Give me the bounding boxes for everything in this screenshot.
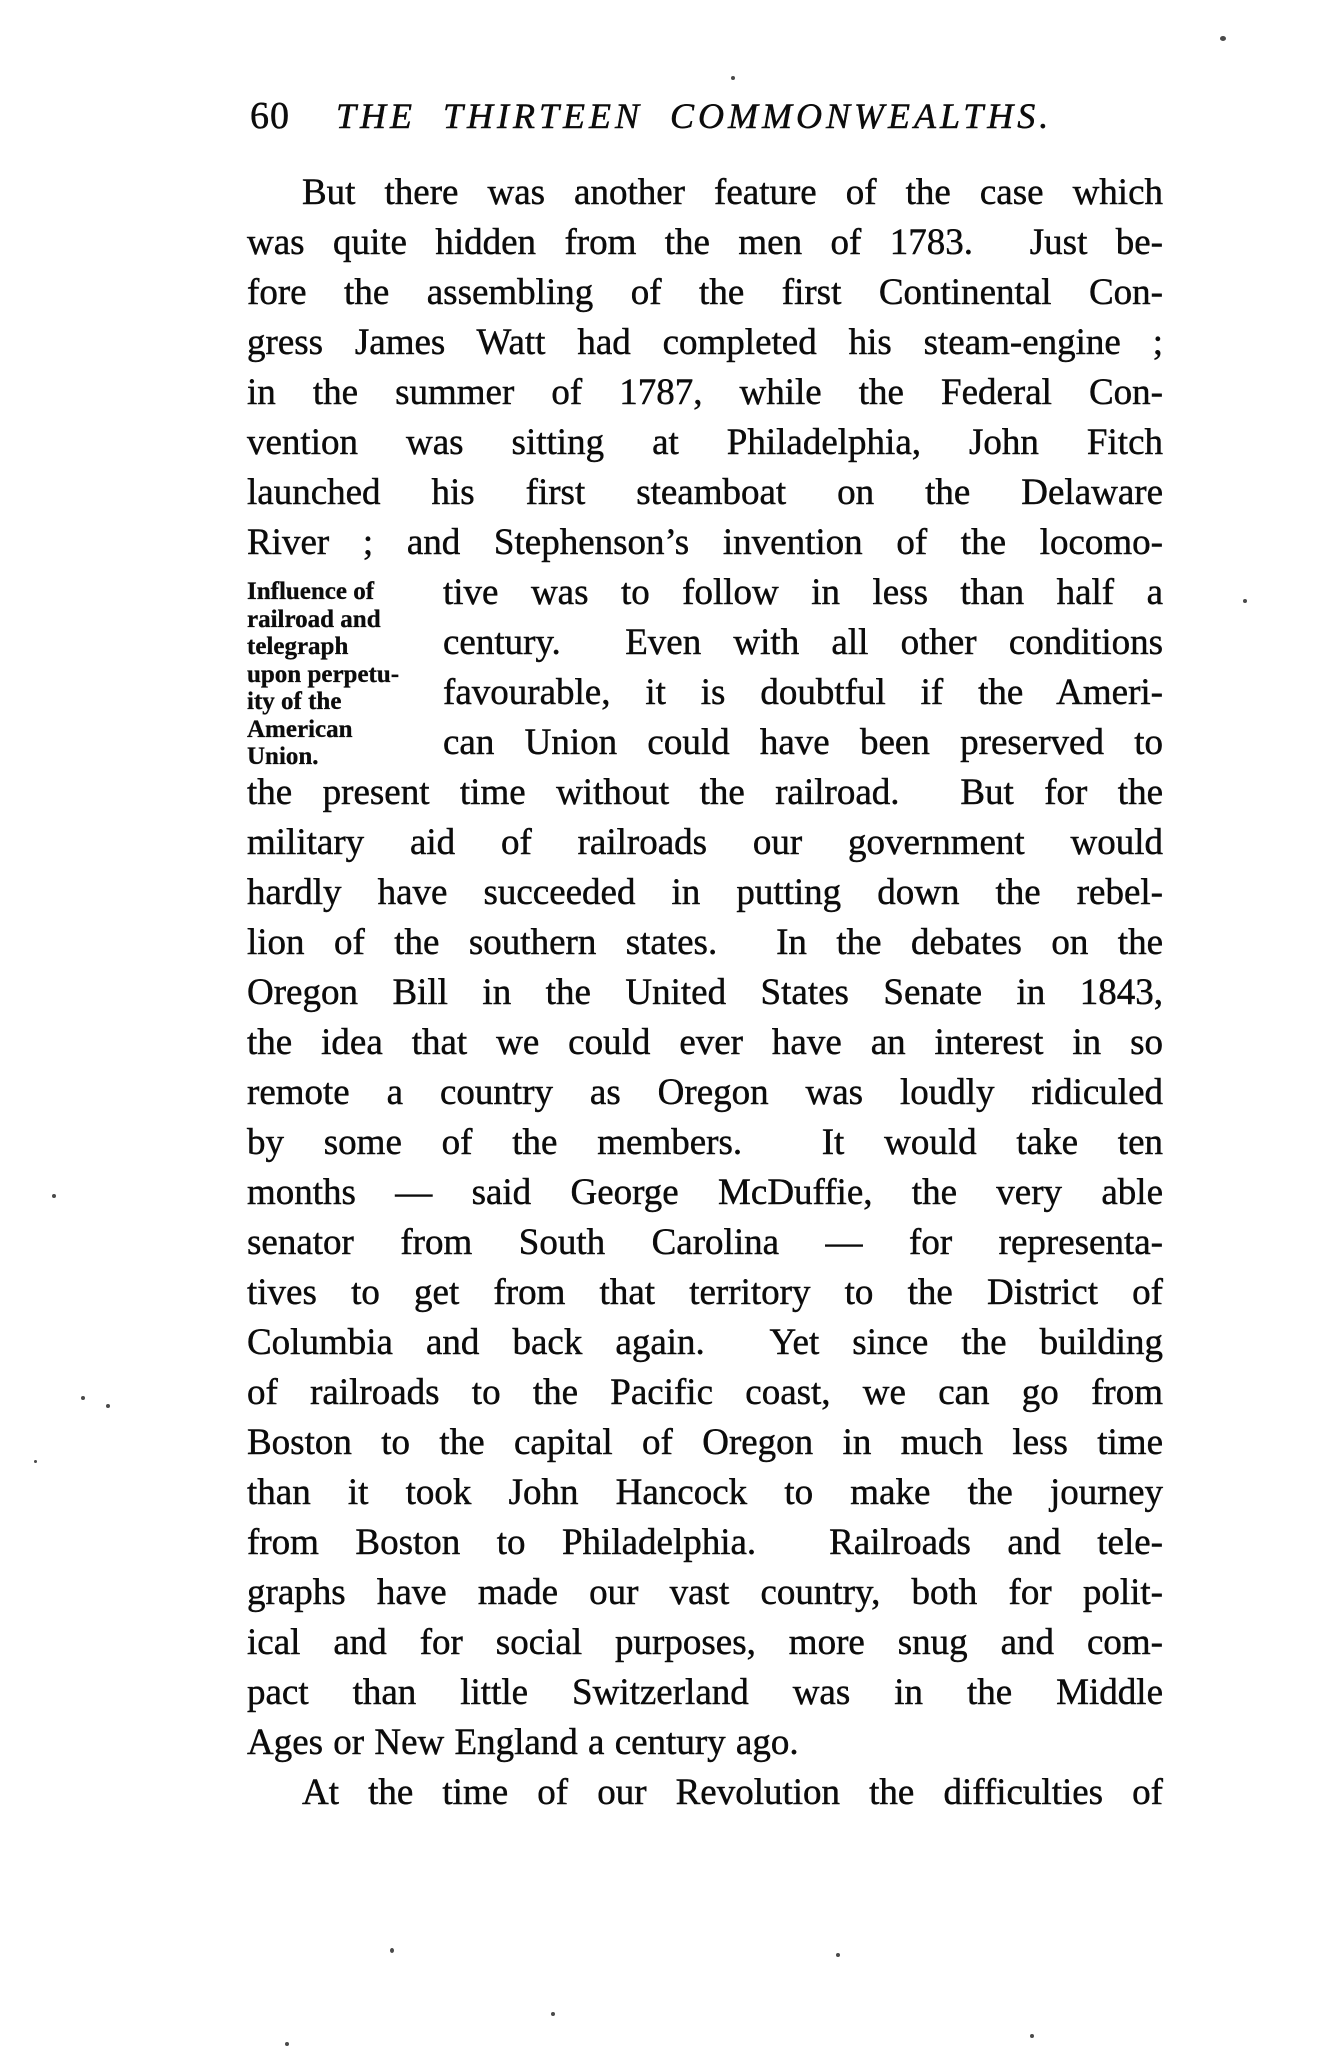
body-line: by some of the members. It would take ten [247,1122,1163,1163]
body-line: than it took John Hancock to make the journey [247,1472,1163,1513]
body-line: in the summer of 1787, while the Federal Con- [247,372,1163,413]
body-text [247,168,1163,1818]
scan-speck [1030,2034,1034,2038]
margin-note-line: railroad and [247,605,381,633]
scan-speck [285,2042,289,2046]
body-line: months — said George McDuffie, the very able [247,1172,1163,1213]
body-line: launched his first steamboat on the Delaware [247,472,1163,513]
body-line: Boston to the capital of Oregon in much less time [247,1422,1163,1463]
scan-speck [731,76,735,80]
margin-note-line: telegraph [247,633,349,660]
body-line: fore the assembling of the first Continental Con- [247,272,1163,313]
margin-note-line: Union. [247,743,319,770]
body-line: graphs have made our vast country, both for polit- [247,1572,1163,1613]
margin-note-line: American [247,715,353,743]
body-line: tive was to follow in less than half a [443,572,1163,613]
scan-speck [106,1404,110,1408]
scan-speck [81,1396,85,1400]
margin-note-line: Influence of [247,578,375,605]
running-title: THE THIRTEEN COMMONWEALTHS. [336,96,1053,136]
body-line: century. Even with all other conditions [443,622,1163,663]
body-line: military aid of railroads our government would [247,822,1163,863]
running-header [250,96,1166,136]
body-line: Oregon Bill in the United States Senate in 1843, [247,972,1163,1013]
scan-speck [52,1194,56,1198]
body-line: the present time without the railroad. But for the [247,772,1163,813]
body-line: gress James Watt had completed his steam-engine ; [247,322,1163,363]
body-line: was quite hidden from the men of 1783. Just be- [247,222,1163,263]
body-line: hardly have succeeded in putting down the rebel- [247,872,1163,913]
body-line: pact than little Switzerland was in the Middle [247,1672,1163,1713]
body-line: the idea that we could ever have an interest in so [247,1022,1163,1063]
margin-note-line: ity of the [247,688,342,715]
body-line: of railroads to the Pacific coast, we can go from [247,1372,1163,1413]
body-line: senator from South Carolina — for representa- [247,1222,1163,1263]
scan-speck [390,1948,394,1953]
body-line: can Union could have been preserved to [443,722,1163,763]
body-line: But there was another feature of the case which [302,172,1163,213]
scan-speck [1243,599,1247,603]
scan-speck [1220,36,1226,41]
body-line: River ; and Stephenson’s invention of the locomo- [247,522,1163,563]
scan-speck [836,1953,840,1957]
body-line: ical and for social purposes, more snug and com- [247,1622,1163,1663]
body-line: remote a country as Oregon was loudly ridiculed [247,1072,1163,1113]
scan-speck [551,2012,555,2016]
body-line: vention was sitting at Philadelphia, John Fitch [247,422,1163,463]
body-line: Ages or New England a century ago. [247,1722,799,1763]
body-line: favourable, it is doubtful if the Ameri- [443,672,1163,713]
scan-speck [34,1460,37,1463]
page-number: 60 [250,95,290,137]
margin-note-line: upon perpetu- [247,660,400,688]
body-line: tives to get from that territory to the District of [247,1272,1163,1313]
body-line: At the time of our Revolution the difficulties of [302,1772,1163,1813]
body-line: lion of the southern states. In the debates on the [247,922,1163,963]
body-line: Columbia and back again. Yet since the building [247,1322,1163,1363]
body-line: from Boston to Philadelphia. Railroads and tele- [247,1522,1163,1563]
